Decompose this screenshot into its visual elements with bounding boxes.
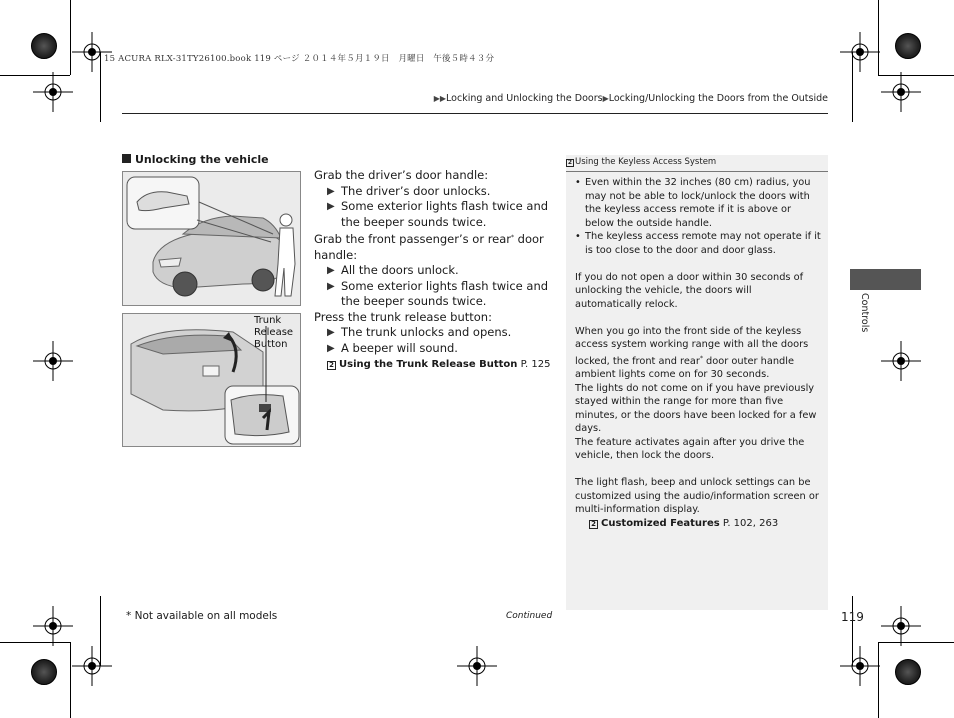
crop-line — [852, 596, 853, 666]
sidebar-bullet-list — [575, 176, 821, 257]
section-heading-text: Unlocking the vehicle — [135, 153, 269, 166]
reference-icon: 2 — [589, 520, 598, 529]
crop-line — [70, 0, 71, 75]
step-text — [314, 230, 554, 263]
sidebar-paragraph: The light flash, beep and unlock settings can be customized using the audio/information screen or multi-information display. — [575, 477, 819, 515]
list-item: • Even within the 32 inches (80 cm) radius, you may not be able to lock/unlock the doors with the keyless access remote if it is above or below the outside handle. — [575, 176, 821, 230]
crop-line — [0, 642, 70, 643]
reference-title: Using the Trunk Release Button — [339, 359, 518, 370]
continued-label: Continued — [506, 611, 553, 621]
unlock-steps — [314, 168, 554, 373]
result-item — [314, 279, 554, 310]
result-item — [314, 325, 554, 341]
result-item — [314, 263, 554, 279]
crosshair-registration-mark — [33, 606, 73, 646]
step-text: Press the trunk release button: — [314, 309, 492, 324]
result-text: Some exterior lights flash twice and the beeper sounds twice. — [341, 278, 549, 308]
reference-icon: 2 — [327, 361, 336, 370]
crosshair-registration-mark — [881, 341, 921, 381]
breadcrumb — [434, 93, 828, 104]
crop-line — [70, 642, 71, 718]
result-text: The trunk unlocks and opens. — [341, 325, 512, 339]
callout-line: Trunk — [254, 315, 282, 326]
result-arrow-icon: ▶ — [327, 265, 335, 276]
result-item — [314, 184, 554, 200]
result-text: The driver’s door unlocks. — [341, 183, 491, 198]
breadcrumb-arrow-icon: ▶ — [433, 94, 440, 103]
reference-icon: 2 — [567, 159, 573, 166]
header-rule — [122, 113, 828, 114]
crosshair-registration-mark — [881, 72, 921, 112]
crop-line — [878, 75, 954, 76]
chapter-tab-label — [858, 293, 872, 353]
section-heading — [122, 153, 269, 166]
result-arrow-icon: ▶ — [327, 201, 335, 212]
result-item — [314, 341, 554, 357]
reference-page: P. 102, 263 — [719, 517, 779, 529]
footnote-asterisk: * — [511, 234, 515, 241]
crop-line — [0, 75, 70, 76]
breadcrumb-arrow-icon: ▶ — [602, 94, 609, 103]
trunk-release-button-callout — [254, 315, 293, 351]
crosshair-registration-mark — [840, 32, 880, 72]
sidebar-body — [575, 176, 821, 530]
crosshair-registration-mark — [840, 646, 880, 686]
cross-reference-link[interactable] — [575, 517, 821, 531]
sidebar-paragraph: If you do not open a door within 30 seconds of unlocking the vehicle, the doors will automatically relock. — [575, 271, 804, 310]
list-item: • The keyless access remote may not operate if it is too close to the door and door glass. — [575, 230, 821, 257]
crop-line — [852, 52, 853, 122]
crop-line — [878, 642, 954, 643]
result-arrow-icon: ▶ — [327, 327, 335, 338]
breadcrumb-level2: Locking/Unlocking the Doors from the Outside — [608, 93, 828, 104]
crosshair-registration-mark — [33, 341, 73, 381]
sidebar-paragraph — [575, 325, 821, 382]
sidebar-paragraph: The feature activates again after you drive the vehicle, then lock the doors. — [575, 436, 805, 461]
crop-line — [100, 596, 101, 666]
reference-page: P. 125 — [517, 359, 551, 370]
result-text: A beeper will sound. — [341, 340, 458, 355]
crosshair-registration-mark — [33, 72, 73, 112]
sidebar-heading — [566, 157, 828, 167]
square-bullet-icon — [122, 154, 131, 163]
crosshair-registration-mark — [881, 606, 921, 646]
sidebar-paragraph: The lights do not come on if you have previously stayed within the range for more than five minutes, or the doors have been locked for a few days. — [575, 382, 817, 434]
result-arrow-icon: ▶ — [327, 185, 335, 197]
reference-title: Customized Features — [601, 517, 720, 529]
result-text: Some exterior lights flash twice and the beeper sounds twice. — [341, 199, 549, 229]
sidebar-heading-text: Using the Keyless Access System — [575, 157, 717, 167]
color-registration-ball — [31, 659, 57, 685]
step-text: Grab the driver’s door handle: — [314, 168, 489, 182]
color-registration-ball — [895, 33, 921, 59]
color-registration-ball — [31, 33, 57, 59]
chapter-tab[interactable] — [850, 269, 921, 290]
result-item — [314, 199, 554, 230]
crosshair-registration-mark — [72, 646, 112, 686]
callout-line: Button — [254, 339, 288, 350]
crop-line — [878, 642, 879, 718]
color-registration-ball — [895, 659, 921, 685]
paragraph-part: door outer handle ambient lights come on for 30 seconds. — [575, 355, 795, 380]
page-number: 119 — [841, 610, 864, 624]
crop-line — [878, 0, 879, 75]
print-slug: 15 ACURA RLX-31TY26100.book 119 ページ ２０１４年５月１９日 月曜日 午後５時４３分 — [104, 54, 495, 64]
step-text-part: door handle: — [314, 232, 544, 262]
crosshair-registration-mark — [457, 646, 497, 686]
result-arrow-icon: ▶ — [327, 342, 335, 354]
crop-line — [100, 52, 101, 122]
cross-reference-link[interactable] — [314, 357, 554, 373]
breadcrumb-arrow-icon: ▶ — [439, 94, 447, 103]
result-text: All the doors unlock. — [341, 263, 459, 277]
chapter-tab-label-text: Controls — [859, 293, 870, 333]
driver-door-illustration — [122, 171, 301, 306]
paragraph-part: When you go into the front side of the keyless access system working range with all the doors locked, the front and rear — [575, 325, 809, 367]
footnote: * Not available on all models — [126, 610, 278, 622]
step-text-part: Grab the front passenger’s or rear — [314, 232, 512, 246]
callout-line: Release — [254, 327, 294, 338]
breadcrumb-level1: Locking and Unlocking the Doors — [446, 93, 603, 104]
footnote-asterisk: * — [699, 354, 703, 362]
result-arrow-icon: ▶ — [327, 280, 335, 292]
sidebar-heading-rule — [566, 171, 828, 172]
